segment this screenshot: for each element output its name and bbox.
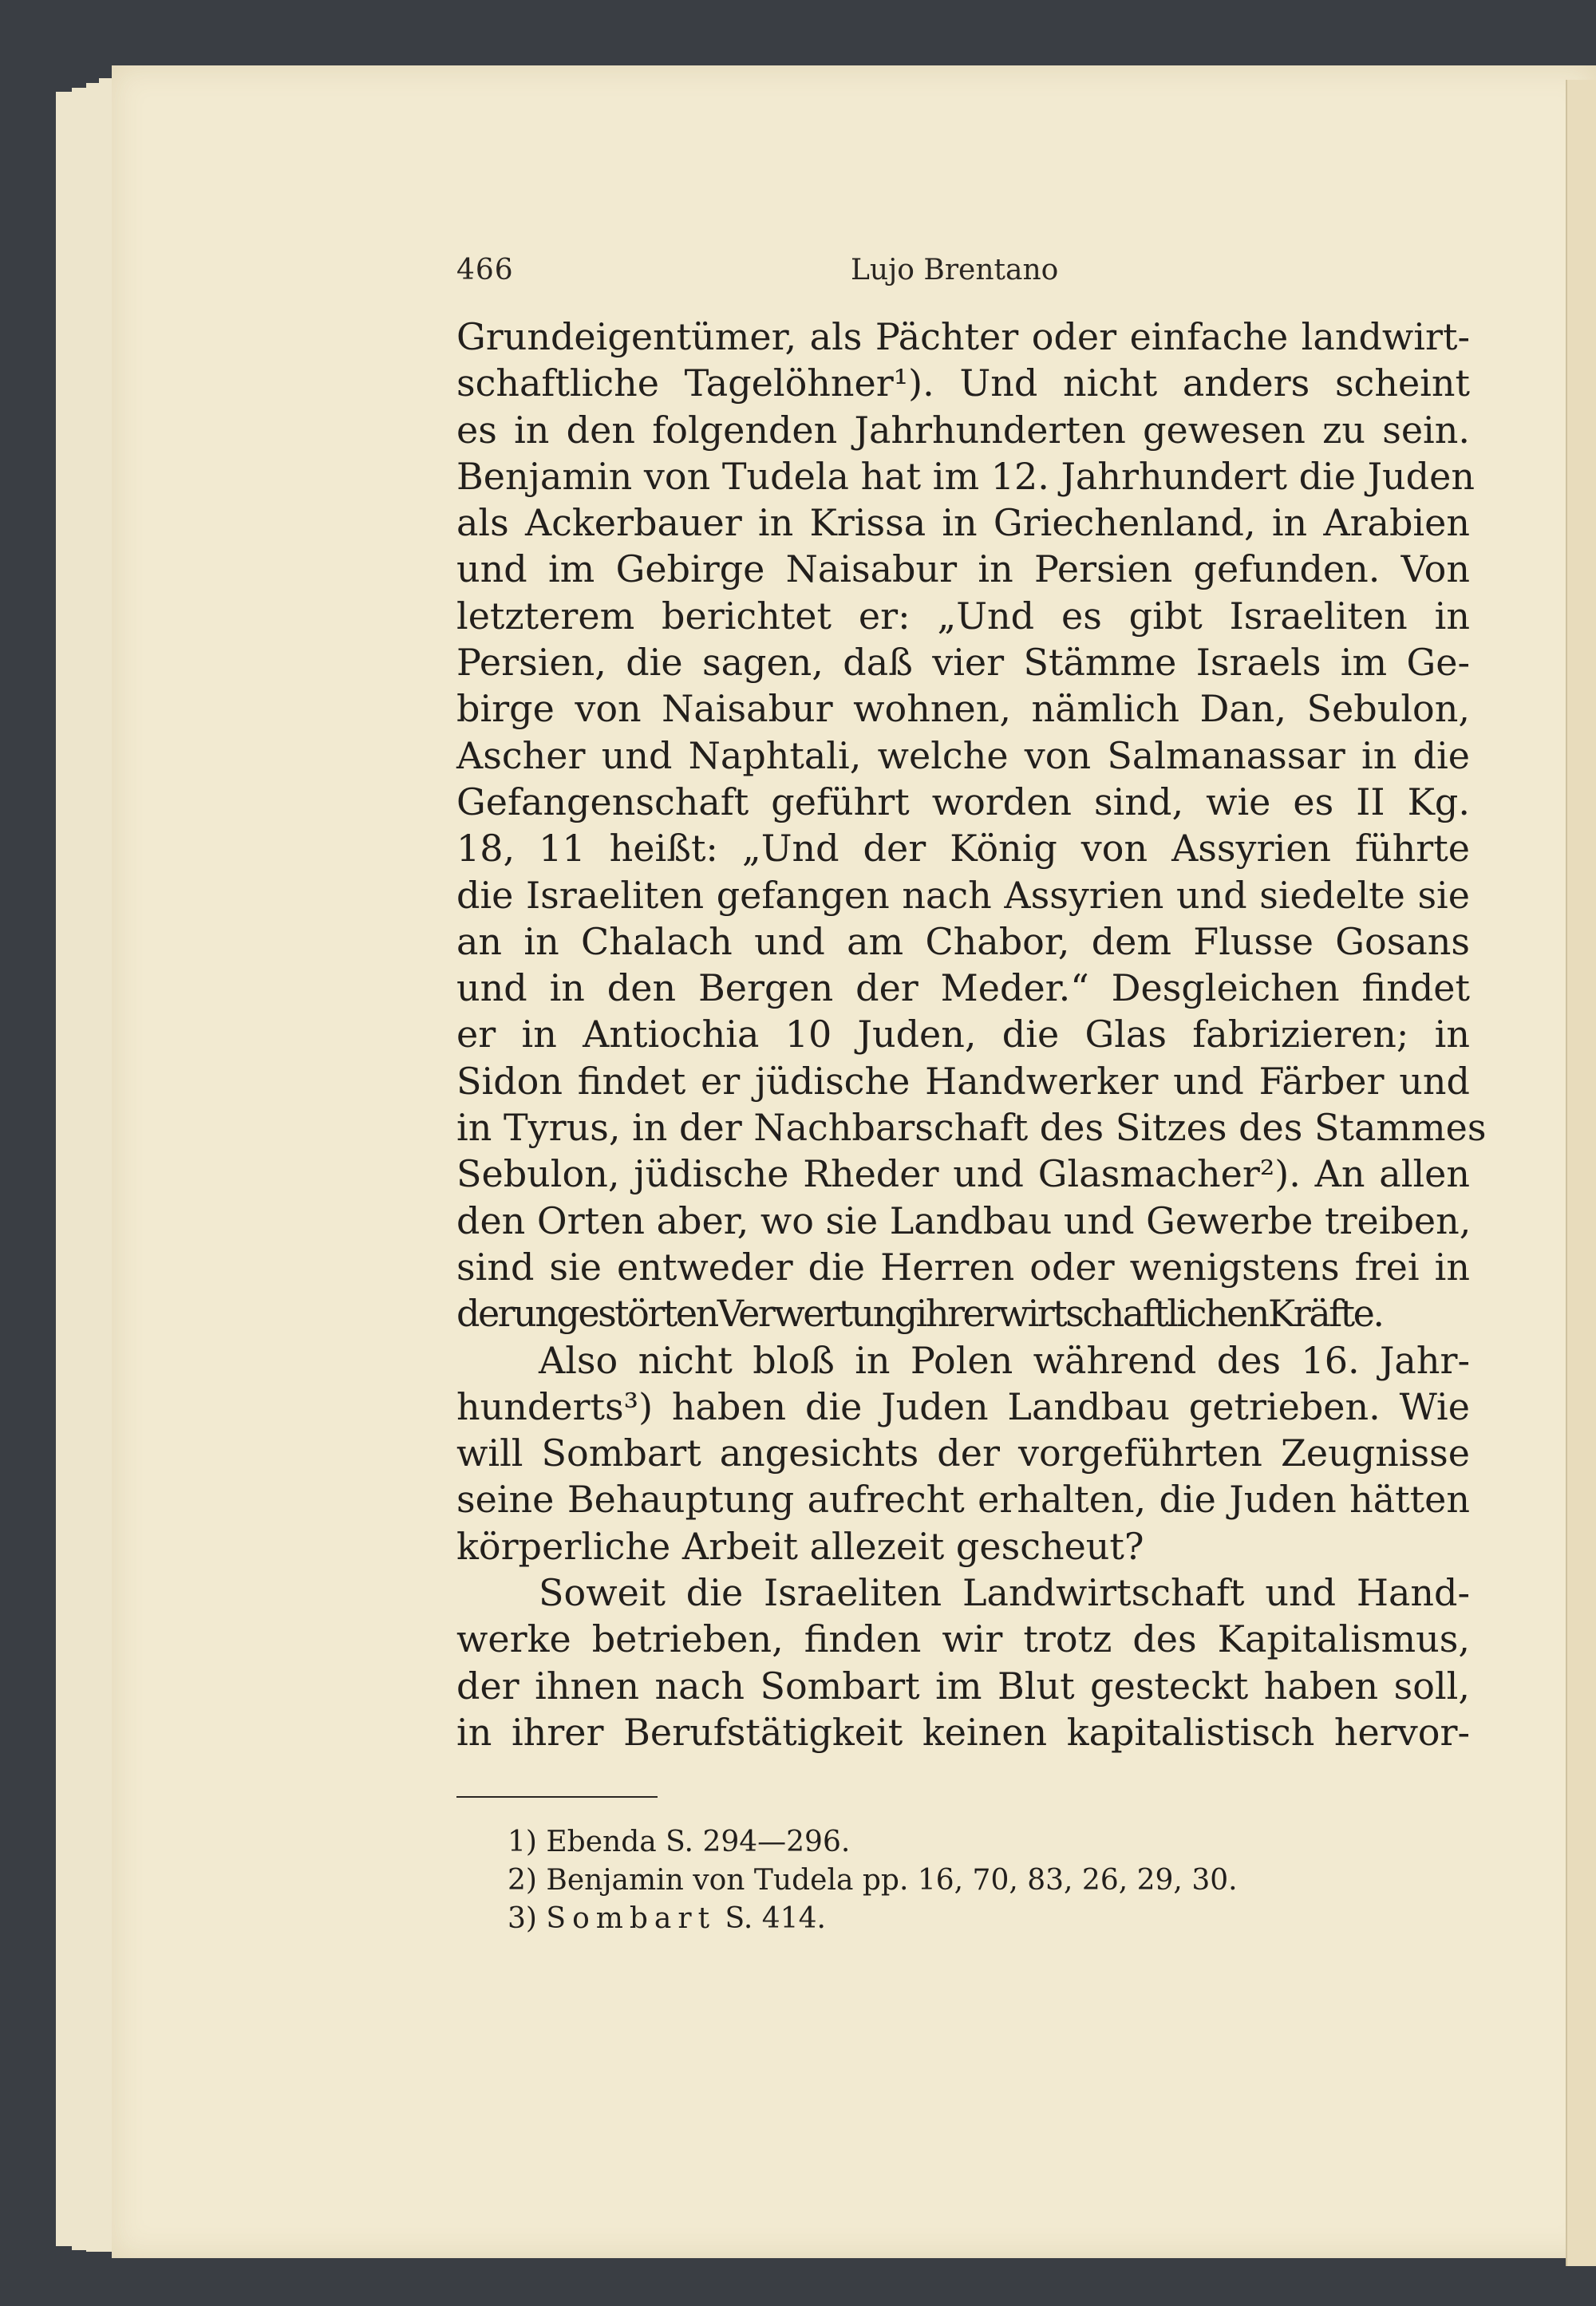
text-line: birge von Naisabur wohnen, nämlich Dan, Sebulon, [456,687,1470,731]
running-head: Lujo Brentano [851,254,1059,286]
text-line: als Ackerbauer in Krissa in Griechenland, in Arabien [456,501,1470,545]
footnote-author: Sombart [546,1902,717,1935]
text-line: Sebulon, jüdische Rheder und Glasmacher²). An allen [456,1152,1470,1196]
text-line: derungestörtenVerwertungihrerwirtschaftlichenKräfte. [456,1292,1383,1336]
body-text [456,314,1487,1755]
text-line: Benjamin von Tudela hat im 12. Jahrhundert die Juden [456,454,1475,498]
footnote-mark: 2) [508,1864,537,1897]
footnote-mark: 3) [508,1902,537,1935]
text-line: und in den Bergen der Meder.“ Desgleichen findet [456,966,1470,1010]
text-line: in Tyrus, in der Nachbarschaft des Sitzes des Stammes [456,1106,1487,1150]
page-number: 466 [456,254,514,286]
text-line: in ihrer Berufstätigkeit keinen kapitalistisch hervor- [456,1710,1470,1754]
footnote-text: Ebenda S. 294—296. [546,1826,851,1858]
text-line: und im Gebirge Naisabur in Persien gefunden. Von [456,547,1470,591]
footnote-mark: 1) [508,1826,537,1858]
text-line: an in Chalach und am Chabor, dem Flusse Gosans [456,919,1470,963]
footnote-text: Benjamin von Tudela pp. 16, 70, 83, 26, 29, 30. [546,1864,1238,1897]
footnotes [508,1823,1465,1938]
text-line: werke betrieben, finden wir trotz des Kapitalismus, [456,1617,1470,1661]
text-line: Sidon findet er jüdische Handwerker und Färber und [456,1059,1470,1103]
text-line: schaftliche Tagelöhner¹). Und nicht anders scheint [456,361,1470,405]
text-line: körperliche Arbeit allezeit gescheut? [456,1524,1144,1568]
text-line: die Israeliten gefangen nach Assyrien und siedelte sie [456,873,1470,917]
text-line: er in Antiochia 10 Juden, die Glas fabrizieren; in [456,1013,1470,1056]
text-line: 18, 11 heißt: „Und der König von Assyrien führte [456,827,1470,871]
text-line: sind sie entweder die Herren oder wenigstens frei in [456,1245,1470,1289]
facing-page-edge [1566,80,1596,2266]
page-header [456,254,1470,294]
text-line: der ihnen nach Sombart im Blut gesteckt haben soll, [456,1664,1470,1708]
text-line: Gefangenschaft geführt worden sind, wie es II Kg. [456,780,1470,823]
text-line: letzterem berichtet er: „Und es gibt Israeliten in [456,594,1470,638]
footnote-3 [508,1900,1465,1938]
text-line: seine Behauptung aufrecht erhalten, die Juden hätten [456,1478,1470,1522]
footnote-text: S. 414. [725,1902,826,1935]
footnote-1 [508,1823,1465,1862]
footnote-2 [508,1862,1465,1900]
text-line: Soweit die Israeliten Landwirtschaft und Hand- [539,1571,1470,1615]
text-line: Grundeigentümer, als Pächter oder einfache landwirt- [456,315,1470,358]
text-line: den Orten aber, wo sie Landbau und Gewerbe treiben, [456,1198,1472,1242]
text-line: hunderts³) haben die Juden Landbau getrieben. Wie [456,1384,1470,1428]
footnote-rule [456,1796,658,1798]
text-line: Persien, die sagen, daß vier Stämme Israels im Ge- [456,641,1470,685]
text-line: Also nicht bloß in Polen während des 16. Jahr- [539,1338,1470,1382]
text-line: will Sombart angesichts der vorgeführten Zeugnisse [456,1431,1470,1475]
text-line: es in den folgenden Jahrhunderten gewesen zu sein. [456,408,1470,452]
text-line: Ascher und Naphtali, welche von Salmanassar in die [456,733,1470,777]
